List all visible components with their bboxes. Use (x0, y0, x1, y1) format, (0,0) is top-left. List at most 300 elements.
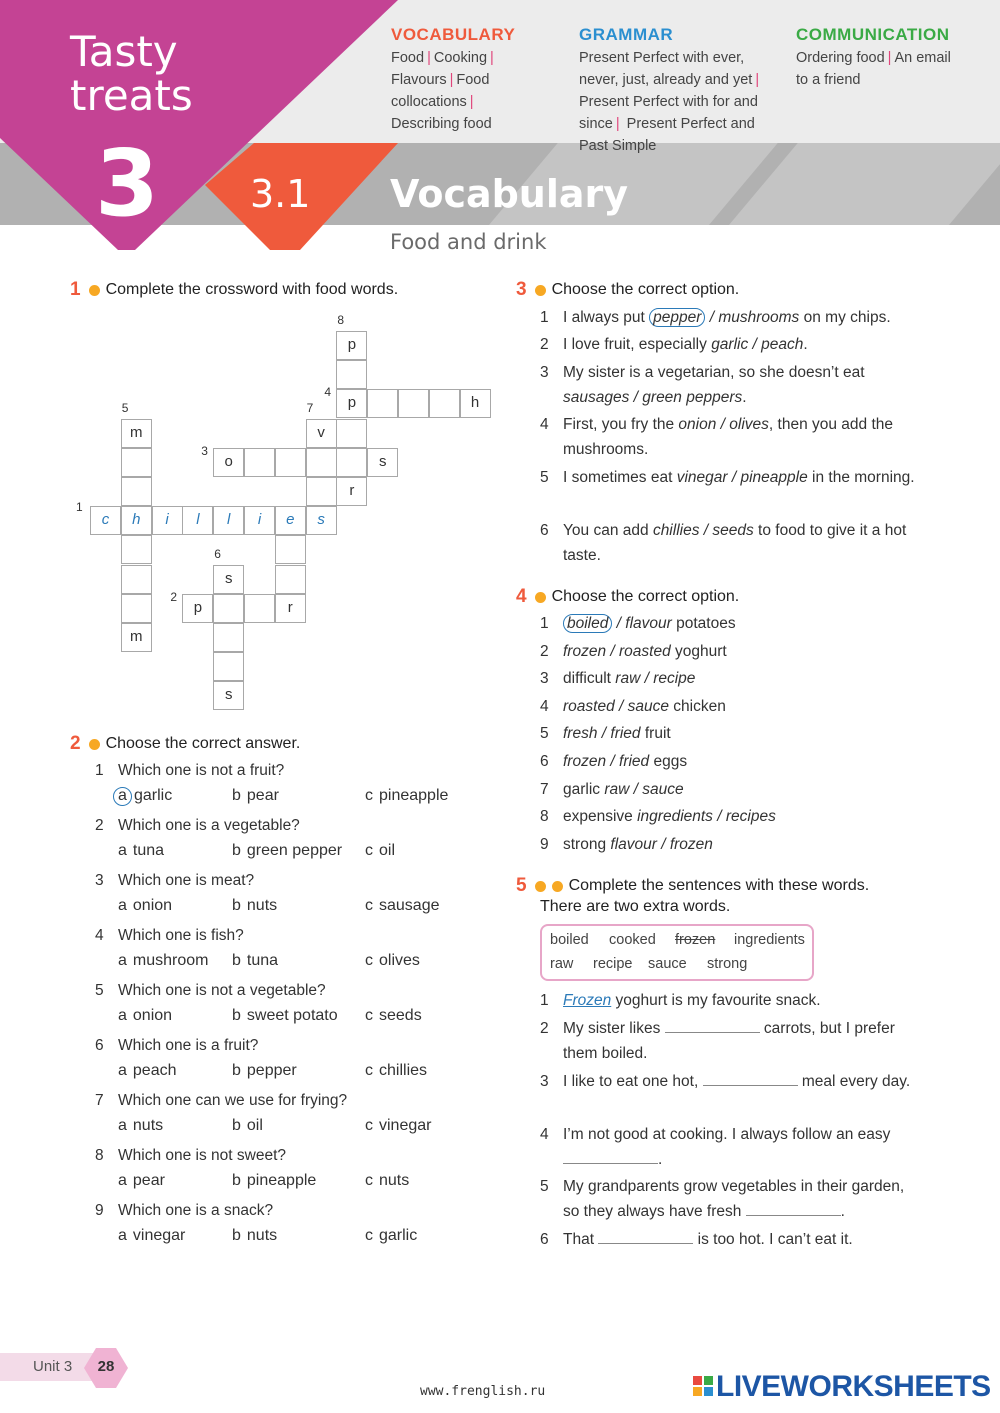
unit-title-line-2: treats (70, 71, 193, 120)
item-number: 3 (540, 1073, 549, 1090)
topic-item: Present Perfect with ever, never, just, already and yet (579, 50, 753, 88)
item-text (563, 639, 920, 664)
vocabulary-list: Food | Cooking | Flavours | Food collocations | Describing food (391, 50, 494, 132)
answer-blank[interactable] (598, 1230, 693, 1244)
answer-option-b[interactable] (232, 1117, 263, 1135)
option-letter: c (365, 1062, 373, 1079)
option-separator: / (606, 753, 620, 770)
option-2[interactable]: peach (761, 336, 804, 353)
crossword-cell[interactable] (121, 535, 152, 564)
liveworksheets-logo-icon (693, 1376, 713, 1396)
word-box (540, 924, 814, 981)
text-before: My sister is a vegetarian, so she doesn’t eat (563, 364, 865, 381)
crossword-cell[interactable]: p (336, 331, 367, 360)
item-number: 1 (540, 615, 549, 632)
crossword-cell[interactable]: l (182, 506, 213, 535)
ex4-heading (516, 586, 739, 608)
question (95, 872, 254, 890)
crossword-cell[interactable]: m (121, 623, 152, 652)
option-2[interactable]: frozen (669, 835, 713, 853)
word-box-word: cooked (609, 932, 656, 948)
ex3-heading (516, 279, 739, 301)
question-text: Which one is a vegetable? (118, 817, 300, 834)
clue-number: 6 (214, 546, 221, 561)
question (95, 1202, 273, 1220)
crossword-cell[interactable] (367, 389, 398, 418)
option-text: garlic (379, 1227, 418, 1244)
item-text (563, 777, 920, 802)
crossword-cell[interactable] (336, 360, 367, 389)
ex1-number: 1 (70, 279, 81, 300)
option-1[interactable]: raw (604, 780, 630, 798)
crossword-cell[interactable] (121, 565, 152, 594)
answer-option-a[interactable] (118, 1007, 172, 1025)
option-letter: a (118, 1062, 127, 1079)
item-text (563, 611, 920, 636)
option-separator: / (629, 780, 643, 798)
answer-blank[interactable] (746, 1202, 841, 1216)
question (95, 1037, 258, 1055)
option-text: sweet potato (246, 1007, 338, 1024)
item-number: 9 (540, 835, 549, 853)
option-letter: c (365, 952, 373, 969)
option-letter: b (232, 1172, 241, 1189)
option-letter: c (365, 787, 373, 804)
option-item (540, 360, 920, 410)
option-text: oil (379, 842, 396, 859)
crossword-cell[interactable] (336, 448, 367, 477)
option-1[interactable]: vinegar (676, 469, 728, 486)
gap-fill-item (540, 1016, 920, 1066)
item-number: 5 (540, 1178, 549, 1195)
item-number: 4 (540, 1126, 549, 1143)
option-1[interactable]: fresh (563, 725, 598, 743)
option-item (540, 832, 920, 857)
ex2-instruction: Choose the correct answer. (105, 735, 301, 752)
answer-option-a[interactable] (113, 787, 172, 806)
item-number: 6 (540, 753, 549, 770)
text-before: I like to eat one hot, (563, 1073, 703, 1090)
option-letter: a (118, 952, 127, 969)
difficulty-dot-icon (535, 881, 546, 892)
option-1[interactable]: pepper (649, 308, 705, 327)
option-item (540, 611, 920, 636)
option-text: vinegar (379, 1117, 432, 1134)
question-number: 5 (95, 982, 104, 999)
crossword-cell[interactable]: s (213, 681, 244, 710)
answer-option-c[interactable] (365, 952, 420, 970)
text-before: My grandparents grow vegetables in their garden, so they always have fresh (563, 1178, 905, 1220)
option-1[interactable]: frozen (563, 753, 607, 770)
option-letter: a (113, 787, 132, 806)
ex5-number: 5 (516, 875, 527, 896)
ex4-number: 4 (516, 586, 527, 607)
text-after: meal every day. (797, 1073, 911, 1090)
option-2[interactable]: fried (610, 725, 641, 743)
text-before: I’m not good at cooking. I always follow an easy (563, 1126, 891, 1143)
option-separator: / (748, 336, 762, 353)
item-text (563, 666, 920, 691)
item-text (563, 749, 920, 774)
text-after: . (803, 336, 808, 353)
answer-option-b[interactable] (232, 842, 342, 860)
option-letter: c (365, 1172, 373, 1189)
word-box-word: raw (550, 956, 574, 972)
option-letter: c (365, 1227, 373, 1244)
answer-blank[interactable] (563, 1150, 658, 1164)
topic-item: Present Perfect and Past Simple (579, 116, 755, 154)
crossword-cell[interactable]: r (275, 594, 306, 623)
option-item (540, 666, 920, 691)
option-separator: / (612, 615, 626, 632)
item-number: 2 (540, 1020, 549, 1037)
answer-option-c[interactable] (365, 787, 448, 805)
clue-number: 8 (337, 313, 345, 327)
text-after: carrots, but I prefer them boiled. (563, 1020, 895, 1062)
vocabulary-heading: VOCABULARY (391, 25, 516, 44)
option-item (540, 332, 920, 357)
page-number: 28 (97, 1358, 115, 1375)
item-text (563, 832, 920, 857)
item-number: 1 (540, 992, 549, 1009)
answer-option-c[interactable] (365, 1172, 409, 1190)
option-1[interactable]: raw (615, 670, 641, 688)
answer-option-b[interactable] (232, 897, 277, 915)
clue-number: 1 (76, 500, 83, 515)
crossword-cell[interactable]: p (336, 389, 367, 418)
answer-option-a[interactable] (118, 1062, 177, 1080)
answer-option-b[interactable] (232, 952, 278, 970)
answer-option-b[interactable] (232, 1007, 338, 1025)
text-after: yoghurt is my favourite snack. (611, 992, 821, 1009)
crossword-cell[interactable]: m (121, 419, 152, 448)
option-text: pepper (246, 1062, 297, 1079)
ex5-heading-line-2 (540, 898, 730, 916)
answer-option-a[interactable] (118, 1117, 163, 1135)
option-2[interactable]: recipe (653, 670, 696, 688)
question-number: 8 (95, 1147, 104, 1164)
communication-topics (796, 24, 966, 91)
option-1[interactable]: sausages (563, 389, 630, 406)
option-text: oil (246, 1117, 263, 1134)
crossword-cell[interactable]: i (244, 506, 275, 535)
option-letter: b (232, 787, 241, 804)
crossword-cell[interactable] (121, 477, 152, 506)
option-2[interactable]: sauce (642, 780, 684, 798)
answer-option-b[interactable] (232, 1227, 277, 1245)
item-number: 4 (540, 416, 549, 433)
option-letter: b (232, 842, 241, 859)
liveworksheets-brand: LIVEWORKSHEETS (716, 1370, 991, 1403)
topic-item: Ordering food (796, 50, 885, 66)
option-letter: a (118, 897, 127, 914)
item-text (563, 1227, 920, 1252)
word-box-word: boiled (550, 932, 589, 948)
option-text: pineapple (379, 787, 449, 804)
question (95, 982, 326, 1000)
text-before: difficult (563, 670, 616, 688)
crossword-cell[interactable]: s (367, 448, 398, 477)
item-number: 3 (540, 670, 549, 688)
answer-option-b[interactable] (232, 1062, 297, 1080)
option-1[interactable]: flavour (610, 835, 657, 853)
topic-item: Present Perfect with for and since (579, 94, 758, 132)
option-1[interactable]: frozen (563, 642, 607, 660)
text-before: You can add (563, 522, 653, 539)
option-1[interactable]: chillies (652, 522, 700, 539)
option-letter: b (232, 1117, 241, 1134)
answer-option-c[interactable] (365, 1007, 422, 1025)
item-text (563, 1016, 920, 1066)
option-2[interactable]: roasted (619, 642, 671, 660)
option-2[interactable]: flavour (625, 615, 672, 632)
text-before: garlic (563, 780, 605, 798)
option-separator: / (640, 670, 654, 688)
option-letter: c (365, 842, 373, 859)
difficulty-dot-icon (89, 285, 100, 296)
crossword-cell[interactable] (275, 535, 306, 564)
option-text: vinegar (132, 1227, 186, 1244)
crossword-cell[interactable]: s (306, 506, 337, 535)
crossword-cell[interactable]: h (460, 389, 491, 418)
item-text (563, 804, 920, 829)
crossword-cell[interactable] (213, 652, 244, 681)
option-text: green pepper (246, 842, 343, 859)
topic-item: Food (391, 50, 425, 66)
vocabulary-topics (391, 24, 576, 135)
item-text (563, 518, 920, 568)
option-letter: a (118, 1117, 127, 1134)
option-text: tuna (246, 952, 279, 969)
option-letter: a (118, 1227, 127, 1244)
difficulty-dot-icon (535, 592, 546, 603)
option-text: pear (132, 1172, 165, 1189)
word-box-word: ingredients (734, 932, 805, 948)
text-before: I love fruit, especially (563, 336, 712, 353)
answer-option-b[interactable] (232, 787, 279, 805)
crossword-cell[interactable]: s (213, 565, 244, 594)
question (95, 1092, 347, 1110)
crossword-cell[interactable] (306, 477, 337, 506)
option-1[interactable]: roasted (563, 697, 615, 715)
option-separator: / (705, 309, 719, 326)
option-2[interactable]: green peppers (642, 389, 743, 406)
question-text: Which one is fish? (118, 927, 244, 944)
option-text: nuts (246, 897, 278, 914)
option-text: seeds (379, 1007, 422, 1024)
item-text (563, 1122, 920, 1172)
text-after: . (840, 1203, 845, 1220)
crossword-cell[interactable]: c (90, 506, 121, 535)
option-separator: / (716, 416, 730, 433)
ex4-instruction: Choose the correct option. (551, 588, 740, 605)
item-number: 6 (540, 522, 549, 539)
option-item (540, 412, 920, 462)
difficulty-dot-icon (89, 739, 100, 750)
option-2[interactable]: recipes (725, 808, 776, 826)
gap-fill-item (540, 1174, 920, 1224)
question (95, 817, 300, 835)
word-box-word: strong (707, 956, 748, 972)
text-after: in the morning. (807, 469, 915, 486)
option-item (540, 749, 920, 774)
crossword-cell[interactable] (244, 594, 275, 623)
crossword-cell[interactable]: r (336, 477, 367, 506)
option-text: mushroom (132, 952, 209, 969)
crossword-cell[interactable] (429, 389, 460, 418)
question (95, 1147, 286, 1165)
option-2[interactable]: fried (619, 753, 650, 770)
answer-option-c[interactable] (365, 897, 440, 915)
option-2[interactable]: mushrooms (718, 309, 800, 326)
crossword-cell[interactable] (213, 623, 244, 652)
crossword-cell[interactable]: o (213, 448, 244, 477)
clue-number: 3 (201, 443, 208, 458)
question-number: 6 (95, 1037, 104, 1054)
item-text (563, 305, 920, 330)
option-2[interactable]: pineapple (740, 469, 808, 486)
option-text: onion (132, 1007, 173, 1024)
item-number: 3 (540, 364, 549, 381)
option-item (540, 305, 920, 330)
option-text: pineapple (246, 1172, 317, 1189)
question-text: Which one can we use for frying? (118, 1092, 348, 1109)
ex1-instruction: Complete the crossword with food words. (105, 281, 399, 298)
topic-item: Cooking (433, 50, 488, 66)
option-letter: a (118, 842, 127, 859)
ex2-number: 2 (70, 733, 81, 754)
answer-blank[interactable] (703, 1072, 798, 1086)
clue-number: 7 (306, 400, 314, 415)
answer-option-c[interactable] (365, 1227, 417, 1245)
unit-banner-graphic (0, 0, 420, 260)
option-text: garlic (134, 787, 173, 804)
word-box-word: frozen (675, 932, 716, 948)
gap-fill-item (540, 1122, 920, 1172)
item-number: 5 (540, 469, 549, 486)
answer-option-b[interactable] (232, 1172, 316, 1190)
answer-option-c[interactable] (365, 1117, 431, 1135)
crossword-cell[interactable]: i (152, 506, 183, 535)
option-2[interactable]: sauce (627, 697, 669, 715)
question-text: Which one is meat? (118, 872, 255, 889)
option-item (540, 694, 920, 719)
crossword-cell[interactable] (121, 448, 152, 477)
item-text (563, 332, 920, 357)
ex3-instruction: Choose the correct option. (551, 281, 740, 298)
answer-blank[interactable] (665, 1019, 760, 1033)
option-separator: / (629, 389, 643, 406)
item-text (563, 988, 920, 1013)
text-after: , then you add the mushrooms. (563, 416, 894, 458)
crossword-cell[interactable]: h (121, 506, 152, 535)
text-after: potatoes (671, 615, 736, 632)
answer-option-a[interactable] (118, 952, 208, 970)
question-text: Which one is a fruit? (118, 1037, 259, 1054)
crossword-cell[interactable] (275, 448, 306, 477)
crossword-cell[interactable]: e (275, 506, 306, 535)
ex5-instruction-line-2: There are two extra words. (540, 898, 731, 915)
answer-option-a[interactable] (118, 897, 172, 915)
gap-fill-item (540, 1069, 920, 1094)
lesson-subtitle: Food and drink (390, 230, 547, 254)
option-1[interactable]: boiled (563, 614, 612, 633)
topic-item: Flavours (391, 72, 447, 88)
question-text: Which one is not a vegetable? (118, 982, 326, 999)
answer-option-c[interactable] (365, 1062, 427, 1080)
option-item (540, 465, 920, 490)
crossword-cell[interactable] (275, 565, 306, 594)
text-before: expensive (563, 808, 638, 826)
text-after: chicken (669, 697, 726, 715)
option-item (540, 639, 920, 664)
difficulty-dot-icon (535, 285, 546, 296)
lesson-title: Vocabulary (390, 172, 629, 216)
text-after: on my chips. (799, 309, 891, 326)
footer-unit-label: Unit 3 (33, 1358, 73, 1375)
option-2[interactable]: olives (729, 416, 769, 433)
option-separator: / (656, 835, 670, 853)
answer-option-a[interactable] (118, 842, 164, 860)
crossword-cell[interactable] (336, 419, 367, 448)
crossword-cell[interactable] (398, 389, 429, 418)
topic-item: Describing food (391, 116, 492, 132)
option-2[interactable]: seeds (712, 522, 754, 539)
crossword-cell[interactable] (306, 448, 337, 477)
answer-option-a[interactable] (118, 1227, 185, 1245)
option-1[interactable]: onion (678, 416, 717, 433)
answer-option-a[interactable] (118, 1172, 165, 1190)
option-separator: / (614, 697, 628, 715)
item-text (563, 694, 920, 719)
clue-number: 5 (121, 400, 129, 415)
crossword-cell[interactable] (244, 448, 275, 477)
option-separator: / (606, 642, 620, 660)
text-before: I always put (563, 309, 650, 326)
crossword-cell[interactable]: p (182, 594, 213, 623)
answer-option-c[interactable] (365, 842, 395, 860)
option-item (540, 721, 920, 746)
text-after: fruit (640, 725, 671, 743)
text-before: I sometimes eat (563, 469, 677, 486)
option-letter: a (118, 1007, 127, 1024)
option-letter: c (365, 1007, 373, 1024)
crossword-cell[interactable] (213, 594, 244, 623)
text-before: First, you fry the (563, 416, 679, 433)
option-item (540, 804, 920, 829)
crossword-cell[interactable]: l (213, 506, 244, 535)
website-url[interactable]: www.frenglish.ru (420, 1384, 546, 1399)
question-number: 9 (95, 1202, 104, 1219)
difficulty-dot-icon (552, 881, 563, 892)
text-before: That (563, 1231, 599, 1248)
question-number: 1 (95, 762, 104, 779)
ex2-heading (70, 733, 300, 755)
question-number: 3 (95, 872, 104, 889)
gap-fill-item (540, 988, 920, 1013)
option-text: nuts (246, 1227, 278, 1244)
option-text: olives (379, 952, 420, 969)
option-1[interactable]: garlic (711, 336, 749, 353)
question-number: 2 (95, 817, 104, 834)
option-1[interactable]: ingredients (637, 808, 713, 826)
question-text: Which one is a snack? (118, 1202, 274, 1219)
text-after: to food to give it a hot taste. (563, 522, 907, 564)
option-item (540, 777, 920, 802)
crossword-cell[interactable]: v (306, 419, 337, 448)
crossword-cell[interactable] (121, 594, 152, 623)
text-before: strong (563, 835, 611, 853)
